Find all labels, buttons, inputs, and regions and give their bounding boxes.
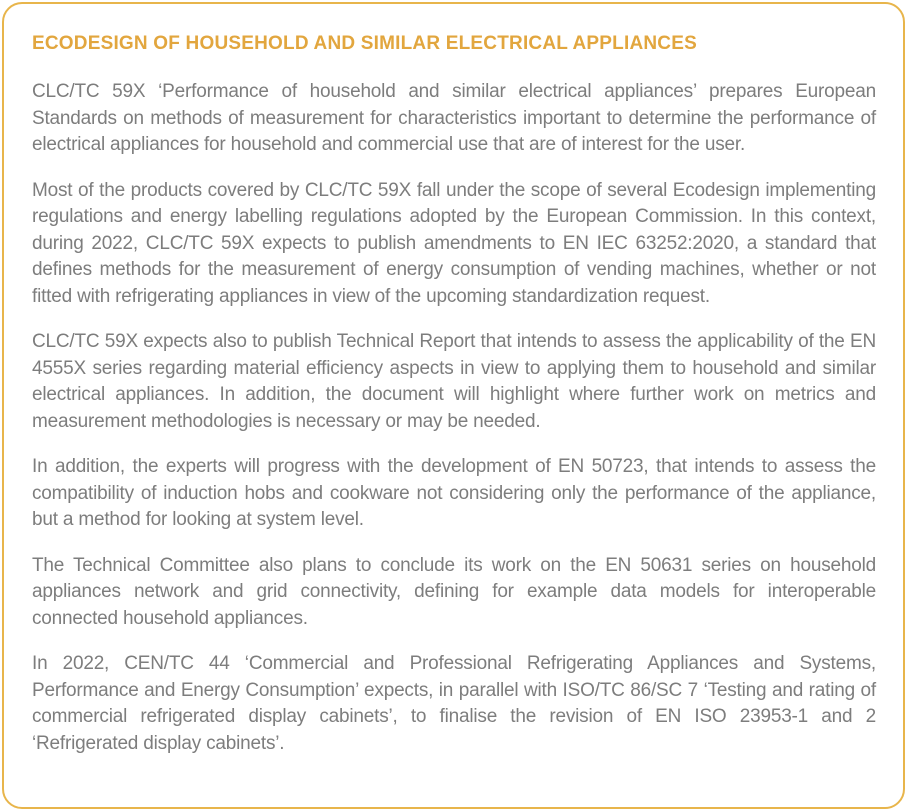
article-card	[2, 2, 905, 809]
paragraph-en-50723: In addition, the experts will progress with the development of EN 50723, that intends to assess the compatibility of induction hobs and cookware not considering only the performance of the appliance, but a method for looking at system level.	[32, 456, 876, 530]
paragraph-en-50631: The Technical Committee also plans to conclude its work on the EN 50631 series on household appliances network and grid connectivity, defining for example data models for interoperable connected household appliances.	[32, 554, 876, 629]
section-heading: ECODESIGN OF HOUSEHOLD AND SIMILAR ELECTRICAL APPLIANCES	[32, 33, 697, 54]
paragraph-intro: CLC/TC 59X ‘Performance of household and similar electrical appliances’ prepares European Standards on methods of measurement for characteristics important to determine the performance of electrical appliances for household and commercial use that are of interest for the user.	[32, 81, 876, 155]
paragraph-technical-report: CLC/TC 59X expects also to publish Technical Report that intends to assess the applicability of the EN 4555X series regarding material efficiency aspects in view to applying them to household and similar electrical appliances. In addition, the document will highlight where further work on metrics and measurement methodologies is necessary or may be needed.	[32, 331, 876, 432]
paragraph-ecodesign-regulations: Most of the products covered by CLC/TC 59X fall under the scope of several Ecodesign implementing regulations and energy labelling regulations adopted by the European Commission. In this context, during 2022, CLC/TC 59X expects to publish amendments to EN IEC 63252:2020, a standard that defines methods for the measurement of energy consumption of vending machines, whether or not fitted with refrigerating appliances in view of the upcoming standardization request.	[32, 179, 876, 307]
paragraph-cen-tc-44: In 2022, CEN/TC 44 ‘Commercial and Professional Refrigerating Appliances and Systems, Performance and Energy Consumption’ expects, in parallel with ISO/TC 86/SC 7 ‘Testing and rating of commercial refrigerated display cabinets’, to finalise the revision of EN ISO 23953-1 and 2 ‘Refrigerated display cabinets’.	[32, 653, 876, 754]
